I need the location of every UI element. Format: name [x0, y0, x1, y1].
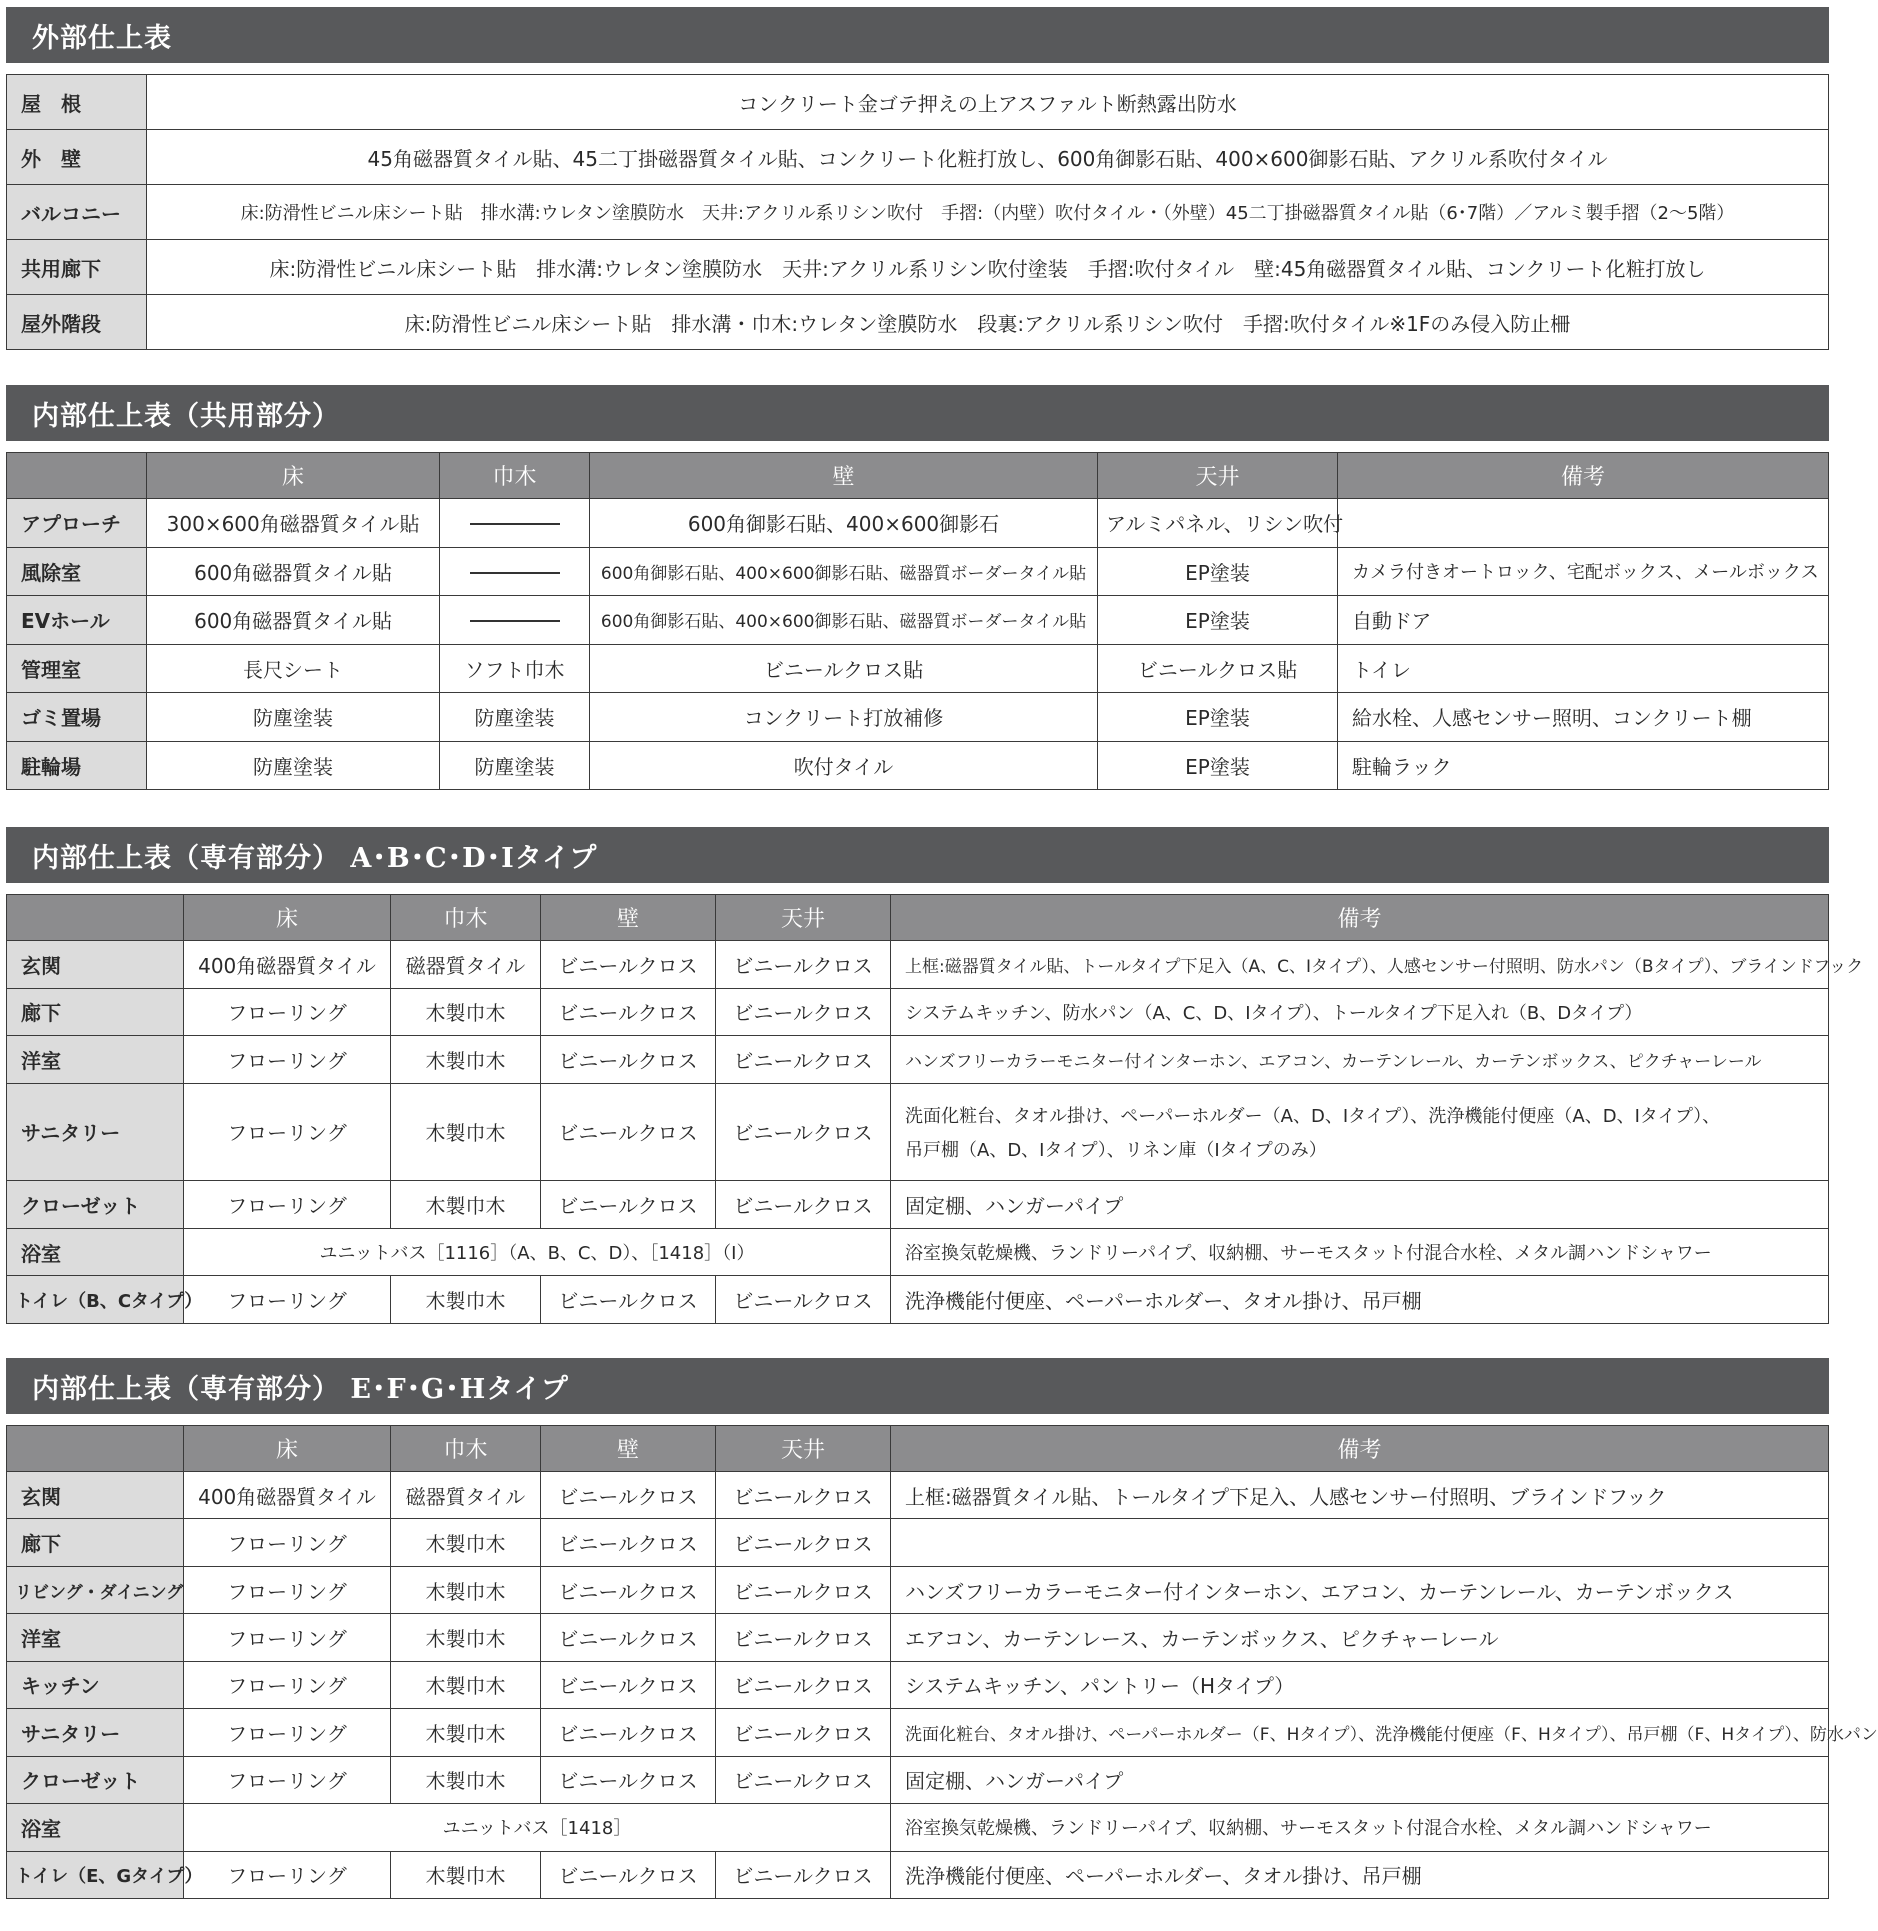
cell-baseboard-dash: [440, 499, 590, 548]
cell-wall: ビニールクロス: [541, 1472, 716, 1519]
cell-wall: ビニールクロス: [541, 1083, 716, 1180]
header-ceiling: 天井: [716, 1426, 891, 1472]
row-label: EVホール: [7, 596, 147, 645]
table-row: [7, 1851, 1829, 1899]
cell-wall: 600角御影石貼、400×600御影石貼、磁器質ボーダータイル貼: [590, 596, 1098, 645]
cell-floor: フローリング: [184, 1566, 391, 1613]
cell-ceiling: ビニールクロス: [716, 1472, 891, 1519]
cell-notes: 駐輪ラック: [1338, 741, 1829, 790]
header-baseboard: 巾木: [391, 895, 541, 941]
row-label: 玄関: [7, 1472, 184, 1519]
cell-notes: ハンズフリーカラーモニター付インターホン、エアコン、カーテンレール、カーテンボックス: [891, 1566, 1829, 1613]
header-notes: 備考: [891, 1426, 1829, 1472]
cell-baseboard: 磁器質タイル: [391, 1472, 541, 1519]
header-corner: [7, 453, 147, 499]
cell-notes: トイレ: [1338, 644, 1829, 693]
cell-notes: エアコン、カーテンレース、カーテンボックス、ピクチャーレール: [891, 1614, 1829, 1661]
notes-line-1: 洗面化粧台、タオル掛け、ペーパーホルダー（A、D、Iタイプ）、洗浄機能付便座（A、D、Iタイプ）、: [905, 1105, 1721, 1127]
cell-ceiling: EP塗装: [1098, 596, 1338, 645]
row-label: 駐輪場: [7, 741, 147, 790]
cell-wall: 吹付タイル: [590, 741, 1098, 790]
cell-baseboard-dash: [440, 596, 590, 645]
row-value: 床:防滑性ビニル床シート貼 排水溝:ウレタン塗膜防水 天井:アクリル系リシン吹付塗装 手摺:吹付タイル 壁:45角磁器質タイル貼、コンクリート化粧打放し: [147, 240, 1829, 295]
cell-notes: 浴室換気乾燥機、ランドリーパイプ、収納棚、サーモスタット付混合水栓、メタル調ハンドシャワー: [891, 1228, 1829, 1276]
row-label: サニタリー: [7, 1709, 184, 1756]
cell-ceiling: ビニールクロス: [716, 1709, 891, 1756]
cell-baseboard-dash: [440, 547, 590, 596]
cell-floor: フローリング: [184, 1661, 391, 1708]
cell-floor: フローリング: [184, 1036, 391, 1084]
cell-notes: カメラ付きオートロック、宅配ボックス、メールボックス: [1338, 547, 1829, 596]
header-corner: [7, 1426, 184, 1472]
cell-ceiling: ビニールクロス: [716, 1661, 891, 1708]
cell-ceiling: ビニールクロス: [716, 1181, 891, 1229]
cell-floor: 長尺シート: [147, 644, 440, 693]
table-row: [7, 1083, 1829, 1180]
row-label: 浴室: [7, 1804, 184, 1851]
row-label: キッチン: [7, 1661, 184, 1708]
cell-notes: ハンズフリーカラーモニター付インターホン、エアコン、カーテンレール、カーテンボックス、ピクチャーレール: [891, 1036, 1829, 1084]
cell-baseboard: 木製巾木: [391, 1276, 541, 1324]
cell-floor: 400角磁器質タイル: [184, 1472, 391, 1519]
cell-ceiling: ビニールクロス: [716, 1276, 891, 1324]
table-row: [7, 1036, 1829, 1084]
cell-baseboard: 木製巾木: [391, 1181, 541, 1229]
table-row: [7, 499, 1829, 548]
table-row: [7, 1566, 1829, 1613]
cell-notes: 浴室換気乾燥機、ランドリーパイプ、収納棚、サーモスタット付混合水栓、メタル調ハンドシャワー: [891, 1804, 1829, 1851]
cell-wall: 600角御影石貼、400×600御影石: [590, 499, 1098, 548]
cell-notes: 固定棚、ハンガーパイプ: [891, 1756, 1829, 1803]
table-row: [7, 644, 1829, 693]
header-wall: 壁: [541, 1426, 716, 1472]
header-baseboard: 巾木: [391, 1426, 541, 1472]
cell-ceiling: ビニールクロス: [716, 1851, 891, 1899]
cell-baseboard: 木製巾木: [391, 1566, 541, 1613]
common-section-title: 内部仕上表（共用部分）: [6, 385, 1829, 441]
common-table: [6, 452, 1829, 790]
table-row: [7, 596, 1829, 645]
header-notes: 備考: [891, 895, 1829, 941]
cell-floor: フローリング: [184, 988, 391, 1036]
header-corner: [7, 895, 184, 941]
header-floor: 床: [184, 1426, 391, 1472]
table-row: [7, 1614, 1829, 1661]
header-baseboard: 巾木: [440, 453, 590, 499]
row-label: 外 壁: [7, 130, 147, 185]
cell-baseboard: 磁器質タイル: [391, 941, 541, 989]
row-label: バルコニー: [7, 185, 147, 240]
table-row: [7, 1661, 1829, 1708]
cell-baseboard: 木製巾木: [391, 988, 541, 1036]
cell-floor: フローリング: [184, 1276, 391, 1324]
header-floor: 床: [184, 895, 391, 941]
row-label: トイレ（B、Cタイプ）: [7, 1276, 184, 1324]
notes-line-2: 吊戸棚（A、D、Iタイプ）、リネン庫（Iタイプのみ）: [905, 1139, 1327, 1161]
cell-notes: 洗浄機能付便座、ペーパーホルダー、タオル掛け、吊戸棚: [891, 1851, 1829, 1899]
cell-baseboard: 木製巾木: [391, 1614, 541, 1661]
cell-ceiling: EP塗装: [1098, 693, 1338, 742]
cell-ceiling: EP塗装: [1098, 547, 1338, 596]
cell-notes: 洗浄機能付便座、ペーパーホルダー、タオル掛け、吊戸棚: [891, 1276, 1829, 1324]
cell-baseboard: 防塵塗装: [440, 693, 590, 742]
row-label: アプローチ: [7, 499, 147, 548]
row-value: 床:防滑性ビニル床シート貼 排水溝:ウレタン塗膜防水 天井:アクリル系リシン吹付 手摺:（内壁）吹付タイル・（外壁）45二丁掛磁器質タイル貼（6･7階）／アルミ製手摺（2～5階）: [147, 185, 1829, 240]
header-floor: 床: [147, 453, 440, 499]
header-wall: 壁: [541, 895, 716, 941]
cell-wall: ビニールクロス: [541, 1566, 716, 1613]
cell-baseboard: 木製巾木: [391, 1519, 541, 1566]
cell-floor: 600角磁器質タイル貼: [147, 547, 440, 596]
cell-ceiling: アルミパネル、リシン吹付: [1098, 499, 1338, 548]
cell-ceiling: ビニールクロス: [716, 1756, 891, 1803]
private-e-section-title: 内部仕上表（専有部分） E･F･G･Hタイプ: [6, 1358, 1829, 1414]
table-row: [7, 1756, 1829, 1803]
row-label: 管理室: [7, 644, 147, 693]
cell-notes: 固定棚、ハンガーパイプ: [891, 1181, 1829, 1229]
cell-floor: 防塵塗装: [147, 741, 440, 790]
cell-baseboard: 木製巾木: [391, 1036, 541, 1084]
cell-wall: ビニールクロス: [541, 1614, 716, 1661]
row-label: リビング・ダイニング: [7, 1566, 184, 1613]
cell-notes: 上框:磁器質タイル貼、トールタイプ下足入、人感センサー付照明、ブラインドフック: [891, 1472, 1829, 1519]
cell-floor: フローリング: [184, 1709, 391, 1756]
cell-ceiling: ビニールクロス: [716, 1566, 891, 1613]
cell-notes: 給水栓、人感センサー照明、コンクリート棚: [1338, 693, 1829, 742]
cell-notes: [891, 1519, 1829, 1566]
table-row: [7, 1228, 1829, 1276]
cell-baseboard: 防塵塗装: [440, 741, 590, 790]
row-label: 玄関: [7, 941, 184, 989]
cell-notes: 洗面化粧台、タオル掛け、ペーパーホルダー（F、Hタイプ）、洗浄機能付便座（F、Hタイプ）、吊戸棚（F、Hタイプ）、防水パン: [891, 1709, 1829, 1756]
cell-floor: フローリング: [184, 1083, 391, 1180]
cell-baseboard: 木製巾木: [391, 1661, 541, 1708]
cell-ceiling: ビニールクロス貼: [1098, 644, 1338, 693]
table-row: [7, 741, 1829, 790]
row-label: ゴミ置場: [7, 693, 147, 742]
table-row: [7, 1276, 1829, 1324]
cell-notes: システムキッチン、防水パン（A、C、D、Iタイプ）、トールタイプ下足入れ（B、Dタイプ）: [891, 988, 1829, 1036]
cell-wall: ビニールクロス: [541, 1756, 716, 1803]
table-row: [7, 185, 1829, 240]
table-row: [7, 75, 1829, 130]
row-label: 廊下: [7, 988, 184, 1036]
row-label: 共用廊下: [7, 240, 147, 295]
cell-floor: 400角磁器質タイル: [184, 941, 391, 989]
table-row: [7, 295, 1829, 350]
cell-wall: ビニールクロス: [541, 1709, 716, 1756]
table-row: [7, 1519, 1829, 1566]
cell-wall: ビニールクロス: [541, 1181, 716, 1229]
cell-floor: フローリング: [184, 1614, 391, 1661]
row-label: クローゼット: [7, 1756, 184, 1803]
cell-wall: ビニールクロス: [541, 1851, 716, 1899]
row-label: 屋 根: [7, 75, 147, 130]
cell-baseboard: 木製巾木: [391, 1851, 541, 1899]
cell-notes: 上框:磁器質タイル貼、トールタイプ下足入（A、C、Iタイプ）、人感センサー付照明、防水パン（Bタイプ）、ブラインドフック: [891, 941, 1829, 989]
private-a-section-title: 内部仕上表（専有部分） A･B･C･D･Iタイプ: [6, 827, 1829, 883]
cell-wall: ビニールクロス: [541, 941, 716, 989]
header-wall: 壁: [590, 453, 1098, 499]
row-label: 浴室: [7, 1228, 184, 1276]
cell-floor: フローリング: [184, 1851, 391, 1899]
exterior-section-title: 外部仕上表: [6, 7, 1829, 63]
table-row: [7, 1181, 1829, 1229]
cell-floor: フローリング: [184, 1519, 391, 1566]
private-a-table: [6, 894, 1864, 1324]
cell-ceiling: ビニールクロス: [716, 1083, 891, 1180]
cell-notes: 自動ドア: [1338, 596, 1829, 645]
table-row: [7, 240, 1829, 295]
cell-floor: フローリング: [184, 1756, 391, 1803]
row-label: トイレ（E、Gタイプ）: [7, 1851, 184, 1899]
cell-ceiling: ビニールクロス: [716, 1519, 891, 1566]
cell-ceiling: ビニールクロス: [716, 988, 891, 1036]
header-notes: 備考: [1338, 453, 1829, 499]
cell-floor: フローリング: [184, 1181, 391, 1229]
row-value: 床:防滑性ビニル床シート貼 排水溝・巾木:ウレタン塗膜防水 段裏:アクリル系リシン吹付 手摺:吹付タイル※1Fのみ侵入防止柵: [147, 295, 1829, 350]
cell-baseboard: 木製巾木: [391, 1083, 541, 1180]
cell-floor: 防塵塗装: [147, 693, 440, 742]
cell-wall: ビニールクロス: [541, 988, 716, 1036]
cell-notes: システムキッチン、パントリー（Hタイプ）: [891, 1661, 1829, 1708]
exterior-table: [6, 74, 1829, 350]
cell-wall: ビニールクロス: [541, 1036, 716, 1084]
cell-baseboard: 木製巾木: [391, 1756, 541, 1803]
cell-floor: 600角磁器質タイル貼: [147, 596, 440, 645]
table-row: [7, 693, 1829, 742]
row-label: クローゼット: [7, 1181, 184, 1229]
row-label: 風除室: [7, 547, 147, 596]
cell-baseboard: 木製巾木: [391, 1709, 541, 1756]
table-row: [7, 1472, 1829, 1519]
row-label: 洋室: [7, 1036, 184, 1084]
cell-merged: ユニットバス［1116］（A、B、C、D）、［1418］（I）: [184, 1228, 891, 1276]
cell-wall: ビニールクロス: [541, 1276, 716, 1324]
table-row: [7, 1709, 1829, 1756]
cell-ceiling: ビニールクロス: [716, 1614, 891, 1661]
row-value: コンクリート金ゴテ押えの上アスファルト断熱露出防水: [147, 75, 1829, 130]
cell-notes: [1338, 499, 1829, 548]
cell-notes: [891, 1083, 1829, 1180]
cell-wall: ビニールクロス: [541, 1661, 716, 1708]
table-row: [7, 988, 1829, 1036]
cell-wall: ビニールクロス: [541, 1519, 716, 1566]
cell-ceiling: EP塗装: [1098, 741, 1338, 790]
row-label: サニタリー: [7, 1083, 184, 1180]
header-ceiling: 天井: [716, 895, 891, 941]
table-row: [7, 941, 1829, 989]
cell-wall: 600角御影石貼、400×600御影石貼、磁器質ボーダータイル貼: [590, 547, 1098, 596]
table-row: [7, 547, 1829, 596]
row-label: 洋室: [7, 1614, 184, 1661]
table-row: [7, 130, 1829, 185]
row-value: 45角磁器質タイル貼、45二丁掛磁器質タイル貼、コンクリート化粧打放し、600角御影石貼、400×600御影石貼、アクリル系吹付タイル: [147, 130, 1829, 185]
header-ceiling: 天井: [1098, 453, 1338, 499]
table-row: [7, 1804, 1829, 1851]
cell-wall: コンクリート打放補修: [590, 693, 1098, 742]
cell-wall: ビニールクロス貼: [590, 644, 1098, 693]
private-e-table: [6, 1425, 1878, 1899]
cell-merged: ユニットバス［1418］: [184, 1804, 891, 1851]
cell-floor: 300×600角磁器質タイル貼: [147, 499, 440, 548]
row-label: 屋外階段: [7, 295, 147, 350]
cell-ceiling: ビニールクロス: [716, 941, 891, 989]
row-label: 廊下: [7, 1519, 184, 1566]
cell-baseboard: ソフト巾木: [440, 644, 590, 693]
cell-ceiling: ビニールクロス: [716, 1036, 891, 1084]
